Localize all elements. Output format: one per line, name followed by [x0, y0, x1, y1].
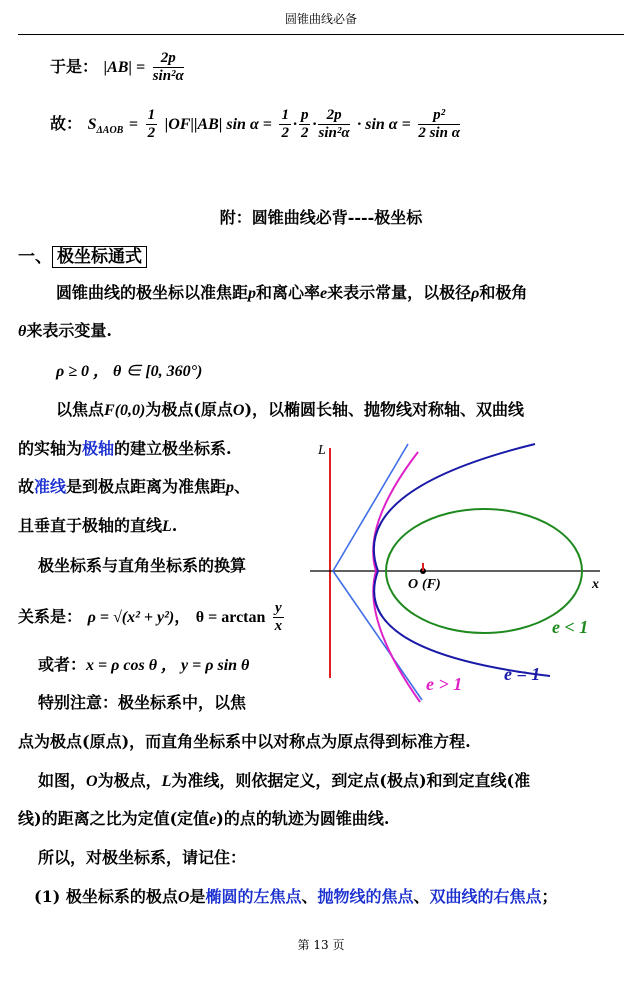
p16-b: 是: [189, 887, 206, 906]
para-14: [18, 806, 389, 829]
p13-l: L: [161, 773, 172, 790]
ab-lhs: |AB| =: [103, 59, 146, 76]
frac-2-num: p: [300, 107, 309, 123]
dot-1: ·: [292, 116, 297, 133]
p9-rho: ρ = √(x² + y²): [87, 609, 175, 626]
label-F: (F): [422, 577, 441, 592]
dot-2: ·: [312, 116, 317, 133]
p13-a: 如图，: [38, 771, 87, 790]
para-6: [18, 474, 250, 497]
frac-ab: [153, 50, 184, 85]
asymptote-upper: [333, 444, 408, 571]
frac-1-den: 2: [281, 125, 289, 141]
p13-o: O: [86, 773, 98, 790]
p5-a: 的实轴为: [18, 439, 83, 458]
para-1: [56, 280, 527, 303]
s-subscript: ΔAOB: [96, 125, 124, 137]
p16-ellipse-focus: 椭圆的左焦点: [205, 887, 302, 906]
para-10: [38, 652, 249, 675]
frac-ab-num: 2p: [153, 50, 184, 68]
label-e-lt-1: e < 1: [552, 617, 589, 637]
p9-a: 关系是：: [18, 607, 83, 626]
p16-o: O: [177, 889, 190, 906]
para-8: 极坐标系与直角坐标系的换算: [38, 556, 247, 575]
label-e-gt-1: e > 1: [426, 674, 463, 694]
p14-a: 线)的距离之比为定值(定值: [18, 809, 210, 828]
p2-a: 来表示变量.: [26, 321, 112, 340]
p1-a: 圆锥曲线的极坐标以准焦距: [56, 283, 249, 302]
p16-hyperbola-focus: 双曲线的右焦点: [429, 887, 542, 906]
s-symbol: S: [87, 116, 97, 133]
p16-sep-1: 、: [301, 887, 318, 906]
label-gu: 故：: [50, 114, 83, 133]
para-4: [56, 397, 524, 420]
para-2: [18, 318, 112, 341]
para-11: 特别注意：极坐标系中，以焦: [38, 693, 247, 712]
p1-b: 和离心率: [256, 283, 321, 302]
frac-1-num: 1: [281, 107, 289, 123]
frac-half-den: 2: [147, 125, 156, 141]
frac-3: [318, 107, 349, 142]
p2-theta: θ: [18, 323, 27, 340]
conic-figure: [300, 430, 620, 720]
para-16: [34, 884, 558, 907]
p10-a: 或者：: [38, 655, 87, 674]
frac-4-den: 2 sin α: [418, 125, 460, 141]
frac-2: [299, 107, 311, 142]
section-number: 一、: [18, 247, 52, 267]
frac-3-num: 2p: [318, 107, 349, 125]
p6-a: 故: [18, 477, 35, 496]
frac-arctan-den: x: [274, 618, 283, 634]
p1-d: 和极角: [479, 283, 528, 302]
page-footer: 第 13 页: [297, 938, 345, 952]
p6-b: 是到极点距离为准焦距: [66, 477, 227, 496]
p13-c: 为准线，则依据定义，到定点(极点)和到定直线(准: [171, 771, 531, 790]
para-13: [38, 768, 530, 791]
p7-b: .: [171, 516, 178, 535]
frac-4-num: p²: [418, 107, 460, 125]
p4-a: 以焦点: [56, 400, 105, 419]
p4-c: )，以椭圆长轴、抛物线对称轴、双曲线: [244, 400, 525, 419]
frac-half: [146, 107, 158, 142]
frac-1: [279, 107, 291, 142]
p13-b: 为极点，: [97, 771, 162, 790]
section-title: 极坐标通式: [52, 246, 147, 268]
label-L: L: [318, 443, 326, 458]
p16-end: ；: [541, 887, 558, 906]
frac-2-den: 2: [300, 125, 309, 141]
p5-blue: 极轴: [82, 439, 115, 458]
p4-b: 为极点(原点: [145, 400, 233, 419]
p14-b: )的点的轨迹为圆锥曲线.: [216, 809, 390, 828]
frac-4: [418, 107, 460, 142]
p6-c: 、: [234, 477, 251, 496]
label-yushi: 于是：: [50, 57, 99, 76]
para-12: 点为极点(原点)，而直角坐标系中以对称点为原点得到标准方程.: [18, 732, 471, 751]
p9-b: ，: [174, 607, 191, 626]
section-heading: [18, 242, 147, 267]
para-9: [18, 600, 286, 635]
p1-c: 来表示常量，以极径: [327, 283, 472, 302]
of-ab-sin: |OF||AB| sin α =: [164, 116, 272, 133]
p16-sep-2: 、: [413, 887, 430, 906]
frac-arctan-num: y: [274, 600, 282, 616]
eq-1: =: [128, 116, 139, 133]
label-e-eq-1: e = 1: [504, 664, 541, 684]
frac-arctan: [273, 600, 284, 635]
header-rule: [18, 34, 624, 35]
label-O: O: [408, 577, 419, 592]
formula-area: [50, 107, 462, 142]
para-3-range: ρ ≥ 0 ， θ ∈ [0, 360°): [56, 363, 203, 380]
para-5: [18, 436, 232, 459]
p7-a: 且垂直于极轴的直线: [18, 516, 163, 535]
frac-ab-den: sin²α: [152, 68, 184, 84]
p5-b: 的建立极坐标系.: [114, 439, 232, 458]
sin-mid: · sin α =: [357, 116, 411, 133]
p6-p: p: [226, 479, 235, 496]
p1-rho: ρ: [471, 285, 480, 302]
page-header: 圆锥曲线必备: [284, 12, 357, 26]
p6-blue: 准线: [34, 477, 67, 496]
p1-p: p: [248, 285, 257, 302]
p10-b: x = ρ cos θ ， y = ρ sin θ: [86, 657, 250, 674]
para-15: 所以，对极坐标系，请记住：: [38, 848, 247, 867]
p7-l: L: [162, 518, 172, 535]
p16-a: (1) 极坐标系的极点: [34, 887, 178, 906]
formula-ab: [50, 50, 186, 85]
p16-parabola-focus: 抛物线的焦点: [317, 887, 414, 906]
appendix-title: 附：圆锥曲线必背----极坐标: [219, 208, 423, 227]
frac-half-num: 1: [147, 107, 156, 123]
para-7: [18, 513, 177, 536]
p1-e: e: [320, 285, 328, 302]
label-x: x: [592, 577, 599, 592]
frac-3-den: sin²α: [318, 125, 350, 141]
p4-f: F(0,0): [104, 402, 146, 419]
p4-o: O: [232, 402, 245, 419]
p9-theta: θ = arctan: [195, 609, 266, 626]
p14-e: e: [209, 811, 217, 828]
